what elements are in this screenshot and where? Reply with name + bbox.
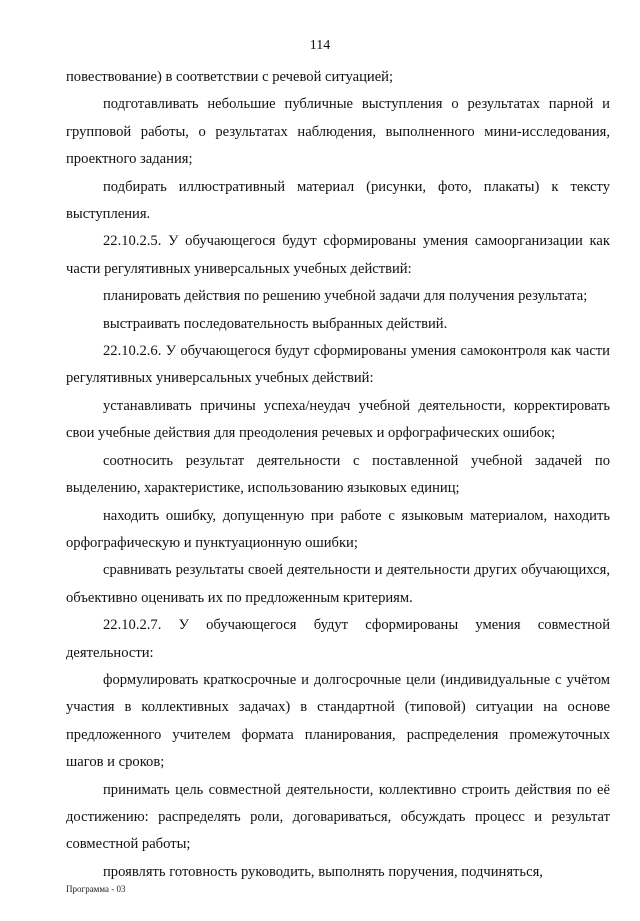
paragraph: выстраивать последовательность выбранных действий. — [103, 315, 448, 332]
paragraph: подбирать иллюстративный материал (рисунки, фото, плакаты) к тексту выступления. — [66, 178, 610, 223]
footer-label: Программа - 03 — [66, 884, 126, 894]
page-body — [66, 64, 610, 886]
section-paragraph: 22.10.2.6. У обучающегося будут сформированы умения самоконтроля как части регулятивных универсальных учебных действий: — [66, 343, 610, 387]
paragraph: сравнивать результаты своей деятельности и деятельности других обучающихся, объективно оценивать их по предложенным критериям. — [66, 562, 610, 606]
paragraph: находить ошибку, допущенную при работе с языковым материалом, находить орфографическую и пунктуационную ошибки; — [66, 507, 610, 551]
paragraph: подготавливать небольшие публичные выступления о результатах парной и групповой работы, о результатах наблюдения, выполненного мини-исследования, проектного задания; — [66, 96, 610, 168]
paragraph: проявлять готовность руководить, выполнять поручения, подчиняться, — [103, 863, 543, 880]
paragraph: планировать действия по решению учебной задачи для получения результата; — [103, 288, 588, 305]
paragraph: формулировать краткосрочные и долгосрочные цели (индивидуальные с учётом участия в коллективных задачах) в стандартной (типовой) ситуации на основе предложенного учителем формата планирования, распределения промежуточных шагов и сроков; — [66, 671, 610, 771]
paragraph: соотносить результат деятельности с поставленной учебной задачей по выделению, характеристике, использованию языковых единиц; — [66, 452, 610, 497]
section-paragraph: 22.10.2.7. У обучающегося будут сформированы умения совместной деятельности: — [66, 617, 610, 661]
paragraph: принимать цель совместной деятельности, коллективно строить действия по её достижению: распределять роли, договариваться, обсуждать процесс и результат совместной работы; — [66, 781, 610, 853]
paragraph: устанавливать причины успеха/неудач учебной деятельности, корректировать свои учебные действия для преодоления речевых и орфографических ошибок; — [66, 397, 610, 442]
page-number: 114 — [309, 38, 331, 53]
paragraph: повествование) в соответствии с речевой ситуацией; — [66, 69, 394, 85]
section-paragraph: 22.10.2.5. У обучающегося будут сформированы умения самоорганизации как части регулятивных универсальных учебных действий: — [66, 233, 610, 277]
